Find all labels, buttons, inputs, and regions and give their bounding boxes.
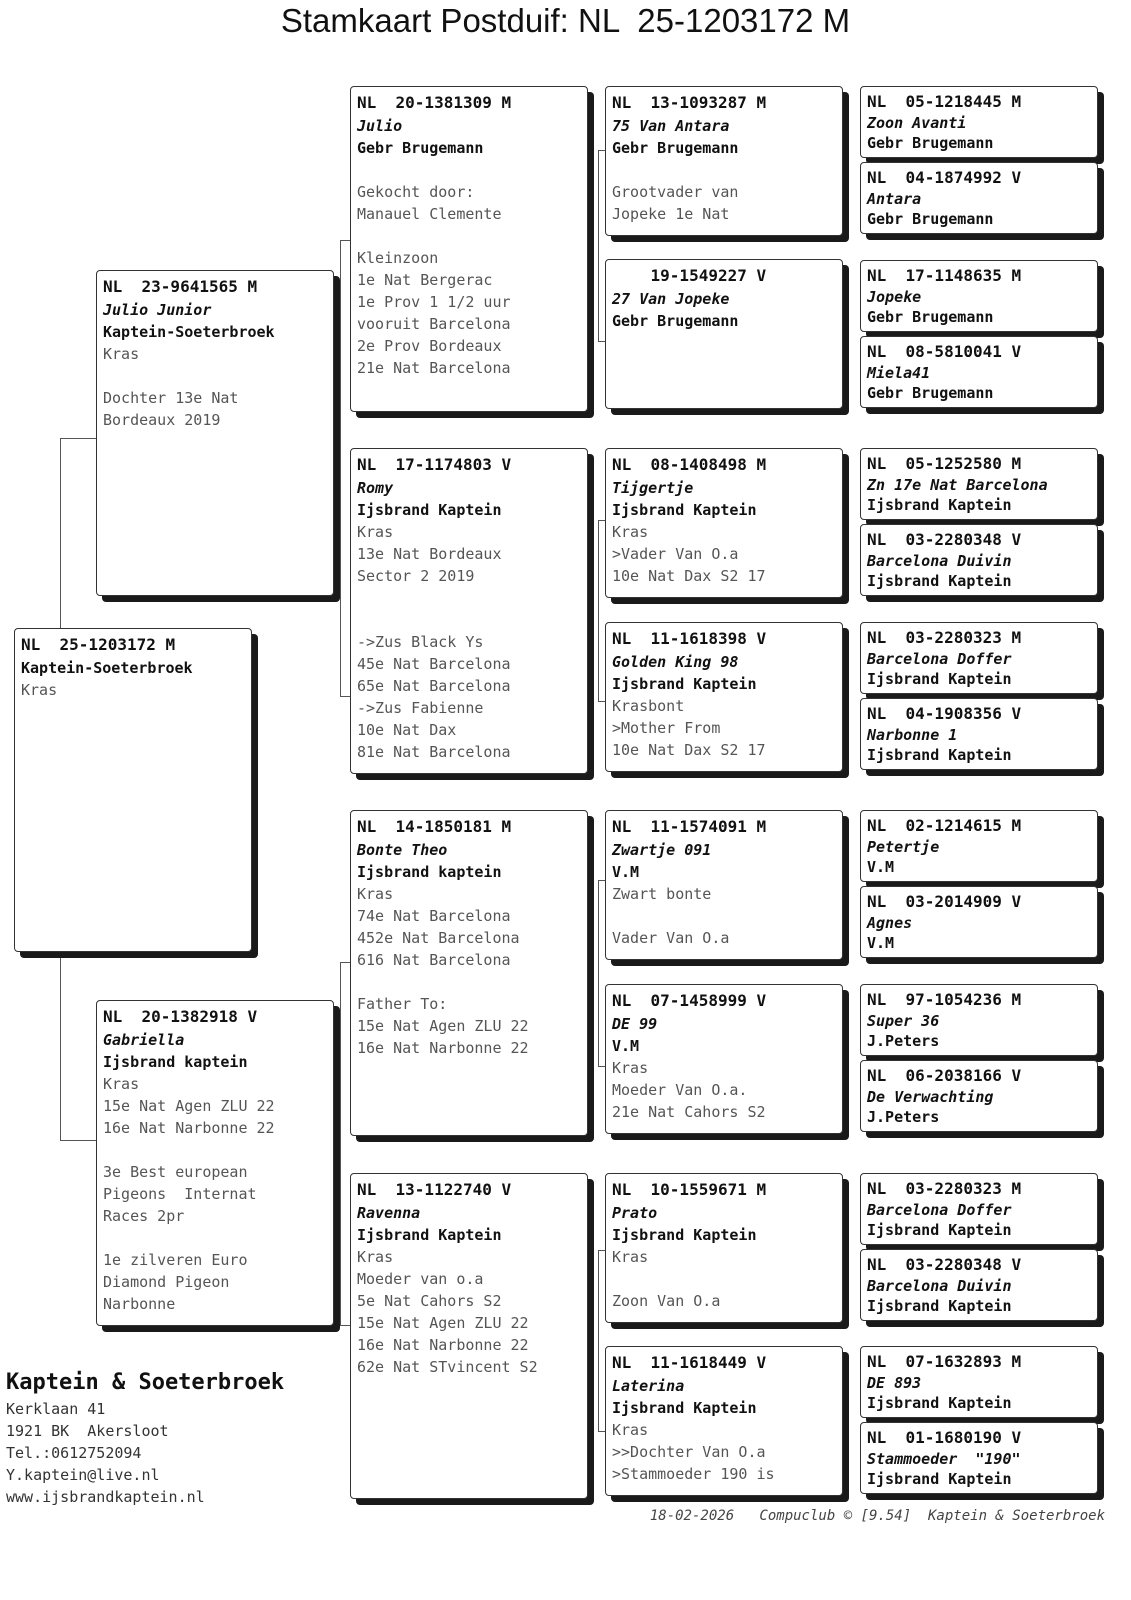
pigeon-card-ggg [860,886,1098,958]
info-line: 21e Nat Barcelona [357,359,511,377]
owner-name: V.M [867,934,895,952]
pigeon-card-ggg [860,1173,1098,1245]
pigeon-name: Agnes [867,914,913,932]
ring-number: NL 08-5810041 V [867,342,1022,361]
ring-number: NL 03-2280323 M [867,1179,1022,1198]
owner-name: V.M [612,863,640,881]
info-line: 452e Nat Barcelona [357,929,520,947]
info-line: Dochter 13e Nat [103,389,239,407]
info-line: 81e Nat Barcelona [357,743,511,761]
ring-number: NL 17-1174803 V [357,455,512,474]
owner-name: Kaptein-Soeterbroek [21,659,193,677]
pigeon-name: Narbonne 1 [867,726,958,744]
ring-number: NL 01-1680190 V [867,1428,1022,1447]
ring-number: NL 11-1618398 V [612,629,767,648]
info-line: Zwart bonte [612,885,712,903]
info-line: Kras [612,1421,649,1439]
breeder-website[interactable]: www.ijsbrandkaptein.nl [6,1488,205,1506]
owner-name: Kaptein-Soeterbroek [103,323,275,341]
info-line: 15e Nat Agen ZLU 22 [357,1314,529,1332]
pigeon-name: Golden King 98 [612,653,739,671]
ring-number: NL 23-9641565 M [103,277,258,296]
info-line: Kras [357,523,394,541]
info-line: 1e Prov 1 1/2 uur [357,293,511,311]
pigeon-card-great-grandparent [605,448,843,598]
owner-name: V.M [867,858,895,876]
owner-name: Ijsbrand Kaptein [357,1226,502,1244]
pigeon-card-ggg [860,86,1098,158]
info-line: Kleinzoon [357,249,439,267]
ring-number: NL 03-2280323 M [867,628,1022,647]
pigeon-card-great-grandparent [605,984,843,1134]
info-line: Diamond Pigeon [103,1273,230,1291]
owner-name: Ijsbrand Kaptein [867,496,1012,514]
info-line: 45e Nat Barcelona [357,655,511,673]
info-line [357,971,581,993]
breeder-address: Kerklaan 41 [6,1400,106,1418]
ring-number: NL 04-1874992 V [867,168,1022,187]
pigeon-name: Stammoeder "190" [867,1450,1021,1468]
connector-line [60,952,97,1141]
info-line: Kras [612,523,649,541]
pigeon-card-ggg [860,1346,1098,1418]
pigeon-name: Petertje [867,838,940,856]
pigeon-name: DE 893 [867,1374,922,1392]
pigeon-card-grandparent [350,86,588,412]
pigeon-name: Antara [867,190,922,208]
info-line: Kras [21,681,58,699]
ring-number: NL 04-1908356 V [867,704,1022,723]
owner-name: Ijsbrand Kaptein [867,746,1012,764]
pigeon-card-mother [96,1000,334,1326]
ring-number: NL 08-1408498 M [612,455,767,474]
ring-number: NL 05-1252580 M [867,454,1022,473]
info-line: ->Zus Fabienne [357,699,484,717]
pigeon-name: Barcelona Doffer [867,650,1012,668]
pigeon-name: Julio [357,117,403,135]
pigeon-card-ggg [860,524,1098,596]
pigeon-card-father [96,270,334,596]
info-line: Vader Van O.a [612,929,730,947]
info-line: Zoon Van O.a [612,1292,721,1310]
info-line: 15e Nat Agen ZLU 22 [103,1097,275,1115]
pigeon-name: Barcelona Duivin [867,1277,1012,1295]
info-line: Kras [103,345,140,363]
pigeon-card-ggg [860,260,1098,332]
ring-number: NL 11-1574091 M [612,817,767,836]
breeder-email[interactable]: Y.kaptein@live.nl [6,1466,160,1484]
pigeon-name: Barcelona Doffer [867,1201,1012,1219]
pigeon-card-ggg [860,984,1098,1056]
info-line: Kras [612,1248,649,1266]
pigeon-card-subject [14,628,252,952]
info-line: 10e Nat Dax [357,721,457,739]
info-line: Sector 2 2019 [357,567,475,585]
owner-name: Ijsbrand Kaptein [612,1226,757,1244]
info-line: >Vader Van O.a [612,545,739,563]
pigeon-name: 27 Van Jopeke [612,290,730,308]
info-line: 1e zilveren Euro [103,1251,248,1269]
info-line [612,1268,836,1290]
pigeon-card-ggg [860,810,1098,882]
owner-name: Gebr Brugemann [867,308,994,326]
info-line: >Mother From [612,719,721,737]
pigeon-name: Jopeke [867,288,922,306]
owner-name: V.M [612,1037,640,1055]
info-line: Kras [357,1248,394,1266]
pigeon-name: Romy [357,479,394,497]
ring-number: NL 05-1218445 M [867,92,1022,111]
owner-name: J.Peters [867,1108,940,1126]
pigeon-card-great-grandparent [605,86,843,236]
owner-name: Ijsbrand Kaptein [867,1470,1012,1488]
info-line [357,587,581,609]
info-line: 65e Nat Barcelona [357,677,511,695]
ring-number: NL 07-1632893 M [867,1352,1022,1371]
info-line: Kras [612,1059,649,1077]
page-title: Stamkaart Postduif: NL 25-1203172 M [280,2,851,39]
breeder-info [6,1368,336,1508]
pigeon-name: 75 Van Antara [612,117,730,135]
ring-number: NL 10-1559671 M [612,1180,767,1199]
info-line: 21e Nat Cahors S2 [612,1103,766,1121]
ring-number: NL 06-2038166 V [867,1066,1022,1085]
info-line: 16e Nat Narbonne 22 [357,1336,529,1354]
pigeon-name: Laterina [612,1377,685,1395]
info-line: 3e Best european [103,1163,248,1181]
ring-number: NL 17-1148635 M [867,266,1022,285]
pigeon-name: De Verwachting [867,1088,994,1106]
owner-name: Ijsbrand kaptein [103,1053,248,1071]
pigeon-card-ggg [860,1060,1098,1132]
info-line: Gekocht door: [357,183,475,201]
info-line: Narbonne [103,1295,176,1313]
info-line: Kras [103,1075,140,1093]
ring-number: NL 20-1381309 M [357,93,512,112]
info-line: 74e Nat Barcelona [357,907,511,925]
owner-name: Ijsbrand kaptein [357,863,502,881]
info-line: Grootvader van [612,183,739,201]
info-line: 10e Nat Dax S2 17 [612,567,766,585]
pigeon-card-great-grandparent [605,622,843,772]
owner-name: Ijsbrand Kaptein [612,675,757,693]
owner-name: Gebr Brugemann [867,210,994,228]
owner-name: Ijsbrand Kaptein [867,670,1012,688]
info-line: 616 Nat Barcelona [357,951,511,969]
info-line [357,159,581,181]
pigeon-name: Prato [612,1204,658,1222]
info-line: >Stammoeder 190 is [612,1465,775,1483]
footer-text: 18-02-2026 Compuclub © [9.54] Kaptein & Soeterbroek [649,1508,1105,1524]
pigeon-name: DE 99 [612,1015,658,1033]
owner-name: Gebr Brugemann [357,139,484,157]
info-line: Jopeke 1e Nat [612,205,730,223]
pigeon-card-ggg [860,698,1098,770]
info-line: 10e Nat Dax S2 17 [612,741,766,759]
ring-number: 19-1549227 V [612,266,767,285]
info-line: Moeder van o.a [357,1270,484,1288]
ring-number: NL 03-2014909 V [867,892,1022,911]
owner-name: Gebr Brugemann [867,384,994,402]
ring-number: NL 07-1458999 V [612,991,767,1010]
pigeon-card-ggg [860,448,1098,520]
info-line: 16e Nat Narbonne 22 [357,1039,529,1057]
ring-number: NL 13-1122740 V [357,1180,512,1199]
connector-line [60,438,97,629]
info-line [612,905,836,927]
info-line [103,1227,327,1249]
pigeon-card-ggg [860,1249,1098,1321]
ring-number: NL 25-1203172 M [21,635,176,654]
info-line: ->Zus Black Ys [357,633,484,651]
pigeon-name: Bonte Theo [357,841,448,859]
pigeon-card-great-grandparent [605,810,843,960]
info-line: 62e Nat STvincent S2 [357,1358,538,1376]
owner-name: J.Peters [867,1032,940,1050]
info-line [357,609,581,631]
pigeon-name: Gabriella [103,1031,185,1049]
info-line: Races 2pr [103,1207,185,1225]
owner-name: Ijsbrand Kaptein [867,1297,1012,1315]
owner-name: Ijsbrand Kaptein [357,501,502,519]
pigeon-card-ggg [860,162,1098,234]
pigeon-name: Miela41 [867,364,931,382]
info-line: Bordeaux 2019 [103,411,221,429]
ring-number: NL 11-1618449 V [612,1353,767,1372]
owner-name: Ijsbrand Kaptein [612,1399,757,1417]
breeder-phone: Tel.:0612752094 [6,1444,142,1462]
owner-name: Gebr Brugemann [612,139,739,157]
ring-number: NL 03-2280348 V [867,530,1022,549]
info-line [103,1139,327,1161]
info-line: Father To: [357,995,448,1013]
ring-number: NL 97-1054236 M [867,990,1022,1009]
info-line: Manauel Clemente [357,205,502,223]
pigeon-card-great-grandparent [605,1173,843,1323]
owner-name: Ijsbrand Kaptein [612,501,757,519]
pigeon-card-grandparent [350,810,588,1136]
pigeon-name: Zoon Avanti [867,114,967,132]
info-line: Pigeons Internat [103,1185,257,1203]
ring-number: NL 14-1850181 M [357,817,512,836]
owner-name: Gebr Brugemann [867,134,994,152]
info-line: Moeder Van O.a. [612,1081,748,1099]
pigeon-card-ggg [860,1422,1098,1494]
ring-number: NL 13-1093287 M [612,93,767,112]
info-line: >>Dochter Van O.a [612,1443,766,1461]
pigeon-name: Ravenna [357,1204,421,1222]
info-line: 15e Nat Agen ZLU 22 [357,1017,529,1035]
info-line: 5e Nat Cahors S2 [357,1292,502,1310]
pigeon-name: Zwartje 091 [612,841,712,859]
info-line: 1e Nat Bergerac [357,271,493,289]
pigeon-name: Zn 17e Nat Barcelona [867,476,1048,494]
pigeon-card-grandparent [350,1173,588,1499]
owner-name: Ijsbrand Kaptein [867,572,1012,590]
info-line [612,159,836,181]
info-line [103,365,327,387]
pigeon-name: Tijgertje [612,479,694,497]
owner-name: Ijsbrand Kaptein [867,1221,1012,1239]
pigeon-card-great-grandparent [605,1346,843,1496]
pigeon-card-ggg [860,336,1098,408]
pigeon-name: Barcelona Duivin [867,552,1012,570]
info-line: 13e Nat Bordeaux [357,545,502,563]
breeder-name: Kaptein & Soeterbroek [6,1370,285,1395]
pigeon-card-great-grandparent [605,259,843,409]
ring-number: NL 20-1382918 V [103,1007,258,1026]
ring-number: NL 03-2280348 V [867,1255,1022,1274]
info-line: 16e Nat Narbonne 22 [103,1119,275,1137]
pigeon-card-grandparent [350,448,588,774]
info-line: Kras [357,885,394,903]
pigeon-name: Super 36 [867,1012,940,1030]
pigeon-card-ggg [860,622,1098,694]
info-line: Krasbont [612,697,685,715]
owner-name: Ijsbrand Kaptein [867,1394,1012,1412]
breeder-city: 1921 BK Akersloot [6,1422,169,1440]
ring-number: NL 02-1214615 M [867,816,1022,835]
info-line [357,225,581,247]
info-line: vooruit Barcelona [357,315,511,333]
pigeon-name: Julio Junior [103,301,212,319]
owner-name: Gebr Brugemann [612,312,739,330]
info-line: 2e Prov Bordeaux [357,337,502,355]
